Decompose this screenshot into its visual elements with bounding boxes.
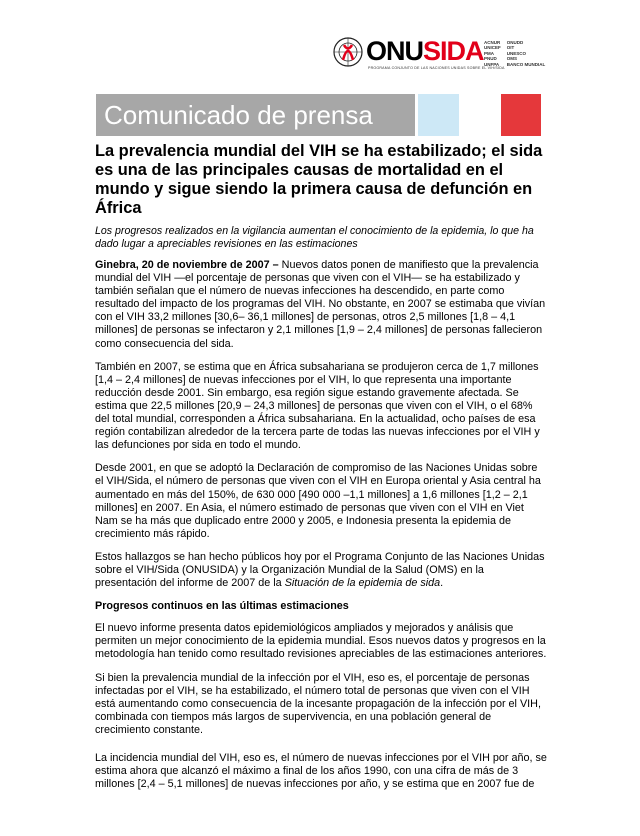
paragraph-3: Desde 2001, en que se adoptó la Declaración de compromiso de las Naciones Unidas sobre el VIH/Sida, el número de personas que viven con el VIH en Europa oriental y Asia central ha aumentado en más del 150%, de 630 000 [490 000 –1,1 millones] a 1,6 millones [1,2 – 2,1 millones] en 2007. En Asia, el número estimado de personas que viven con el VIH en Viet Nam se ha más que duplicado entre 2000 y 2005, e Indonesia presenta la epidemia de crecimiento más rápido. — [95, 462, 541, 540]
paragraph-6: Si bien la prevalencia mundial de la infección por el VIH, eso es, el porcentaje de personas infectadas por el VIH, se ha estabilizado, el número total de personas que viven con el VIH está aumentando como consecuencia de la incesante propagación de la infección por el VIH, combinada con tiempos más largos de supervivencia, en una población general de crecimiento constante. — [95, 671, 541, 736]
dateline: Ginebra, 20 de noviembre de 2007 – — [95, 259, 279, 271]
cosponsor-column: ACNUR UNICEF PMA PNUD UNFPA — [484, 40, 501, 67]
paragraph-7: La incidencia mundial del VIH, eso es, el número de nuevas infecciones por el VIH por año, se estima ahora que alcanzó el máximo a final de los años 1990, con una cifra de más de 3 millones [2,4 – 5,1 millones] de nuevas infecciones por año, y se estima que en 2007 fue de — [95, 752, 547, 791]
press-release-title: Comunicado de prensa — [104, 100, 373, 130]
logo-tagline: PROGRAMA CONJUNTO DE LAS NACIONES UNIDAS SOBRE EL VIH/SIDA — [368, 66, 505, 70]
article-body — [95, 142, 547, 801]
report-title: Situación de la epidemia de sida — [284, 577, 441, 590]
onusida-logo — [332, 36, 552, 74]
logo-wordmark: ONUSIDA — [366, 36, 484, 66]
banner-red-block — [501, 94, 541, 136]
paragraph-1: Ginebra, 20 de noviembre de 2007 – Nuevos datos ponen de manifiesto que la prevalencia mundial del VIH —el porcentaje de personas que viven con el VIH— se ha estabilizado y también señalan que el número de nuevas infecciones ha descendido, en parte como resultado del impacto de los programas del VIH. No obstante, en 2007 se estimaba que vivían con el VIH 33,2 millones [30,6– 36,1 millones] de personas, otros 2,5 millones [1,8 – 4,1 millones] de personas se infectaron y 2,1 millones [1,9 – 2,4 millones] de personas fallecieron como consecuencia del sida. — [95, 259, 546, 350]
paragraph-4: Estos hallazgos se han hecho públicos hoy por el Programa Conjunto de las Naciones Unidas sobre el VIH/Sida (ONUSIDA) y la Organización Mundial de la Salud (OMS) en la presentación del informe de 2007 de la Situación de la epidemia de sida. — [95, 550, 545, 590]
paragraph-2: También en 2007, se estima que en África subsahariana se produjeron cerca de 1,7 millones [1,4 – 2,4 millones] de nuevas infecciones por el VIH, lo que representa una importante reducción desde 2001. Sin embargo, esa región sigue estando gravemente afectada. Se estima que 22,5 millones [20,9 – 24,3 millones] de personas que viven con el VIH, o el 68% del total mundial, corresponden a África subsahariana. En la actualidad, ocho países de esa región contabilizan alrededor de la tercera parte de todas las nuevas infecciones por el VIH y las defunciones por sida en todo el mundo. — [95, 360, 540, 452]
section-heading: Progresos continuos en las últimas estimaciones — [95, 600, 349, 613]
cosponsor-column: ONUDD OIT UNESCO OMS BANCO MUNDIAL — [506, 40, 546, 67]
banner-white-block — [461, 94, 499, 136]
subheadline: Los progresos realizados en la vigilancia aumentan el conocimiento de la epidemia, lo que ha dado lugar a apreciables revisiones en las estimaciones — [95, 225, 534, 250]
headline: La prevalencia mundial del VIH se ha estabilizado; el sida es una de las principales causas de mortalidad en el mundo y sigue siendo la primera causa de defunción en África — [95, 142, 543, 217]
cosponsor-list — [484, 40, 545, 67]
paragraph-5: El nuevo informe presenta datos epidemiológicos ampliados y mejorados y análisis que permiten un mejor conocimiento de la epidemia mundial. Esos nuevos datos y progresos en la metodología han tenido como resultado revisiones apreciables de las estimaciones anteriores. — [95, 622, 547, 661]
un-ribbon-emblem-icon — [332, 36, 364, 68]
banner-blue-block — [418, 94, 459, 136]
